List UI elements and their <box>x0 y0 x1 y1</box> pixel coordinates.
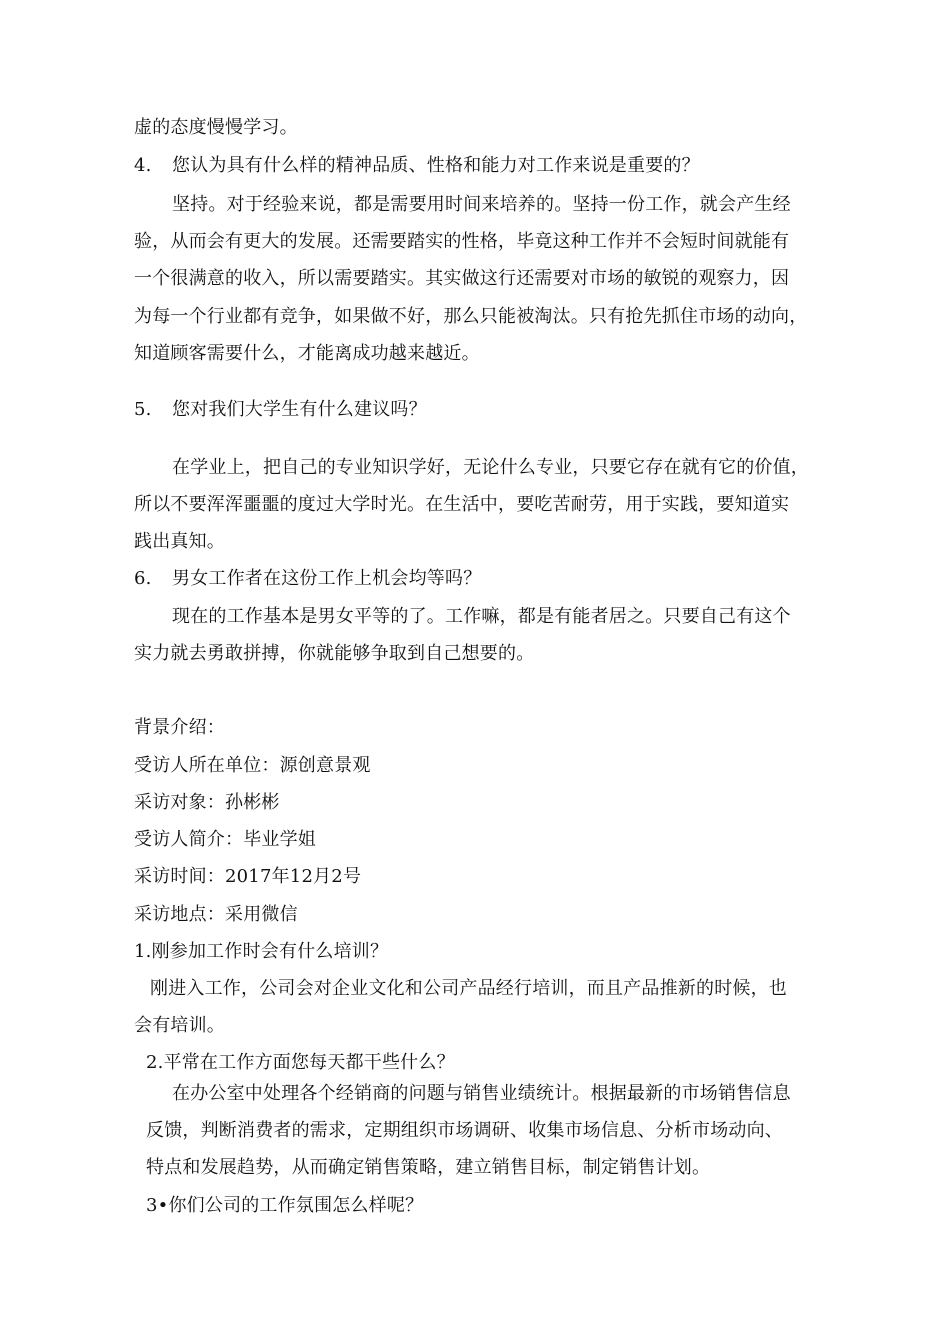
b-answer-2-line: 在办公室中处理各个经销商的问题与销售业绩统计。根据最新的市场销售信息 <box>172 1083 791 1104</box>
interview-time: 采访时间：2017年12月2号 <box>134 866 362 887</box>
answer-6-line: 实力就去勇敢拼搏，你就能够争取到自己想要的。 <box>134 643 535 664</box>
answer-4-line: 坚持。对于经验来说，都是需要用时间来培养的。坚持一份工作，就会产生经 <box>172 194 791 215</box>
answer-6-line: 现在的工作基本是男女平等的了。工作嘛，都是有能者居之。只要自己有这个 <box>172 606 791 627</box>
interviewee-unit: 受访人所在单位：源创意景观 <box>134 755 371 776</box>
question-number: 6. <box>134 568 152 589</box>
interviewee-name: 采访对象：孙彬彬 <box>134 792 280 813</box>
question-text: 您对我们大学生有什么建议吗？ <box>172 399 427 420</box>
answer-5-line: 在学业上，把自己的专业知识学好，无论什么专业，只要它存在就有它的价值， <box>172 457 809 478</box>
answer-4-line: 一个很满意的收入，所以需要踏实。其实做这行还需要对市场的敏锐的观察力，因 <box>134 268 790 289</box>
question-4 <box>134 154 700 178</box>
answer-4-line: 知道顾客需要什么，才能离成功越来越近。 <box>134 343 480 364</box>
question-5 <box>134 398 427 422</box>
intro-tail: 虚的态度慢慢学习。 <box>134 117 298 138</box>
question-text: 您认为具有什么样的精神品质、性格和能力对工作来说是重要的？ <box>172 155 700 176</box>
answer-5-line: 践出真知。 <box>134 531 225 552</box>
interviewee-profile: 受访人简介：毕业学姐 <box>134 829 316 850</box>
b-answer-2-line: 反馈，判断消费者的需求，定期组织市场调研、收集市场信息、分析市场动向、 <box>146 1120 783 1141</box>
b-answer-1-line: 刚进入工作，公司会对企业文化和公司产品经行培训，而且产品推新的时候，也 <box>150 978 787 999</box>
b-question-1: 1.刚参加工作时会有什么培训？ <box>134 941 389 962</box>
answer-4-line: 为每一个行业都有竞争，如果做不好，那么只能被淘汰。只有抢先抓住市场的动向， <box>134 306 808 327</box>
b-question-2: 2.平常在工作方面您每天都干些什么？ <box>146 1052 455 1073</box>
b-answer-1-line: 会有培训。 <box>134 1015 225 1036</box>
b-answer-2-line: 特点和发展趋势，从而确定销售策略，建立销售目标，制定销售计划。 <box>146 1157 711 1178</box>
question-number: 5. <box>134 399 152 420</box>
question-number: 4. <box>134 155 152 176</box>
background-heading: 背景介绍： <box>134 717 225 738</box>
b-question-3: 3•你们公司的工作氛围怎么样呢？ <box>146 1195 424 1216</box>
question-6 <box>134 567 481 591</box>
answer-5-line: 所以不要浑浑噩噩的度过大学时光。在生活中，要吃苦耐劳，用于实践，要知道实 <box>134 494 790 515</box>
question-text: 男女工作者在这份工作上机会均等吗？ <box>172 568 482 589</box>
answer-4-line: 验，从而会有更大的发展。还需要踏实的性格，毕竟这种工作并不会短时间就能有 <box>134 231 790 252</box>
interview-place: 采访地点：采用微信 <box>134 904 298 925</box>
